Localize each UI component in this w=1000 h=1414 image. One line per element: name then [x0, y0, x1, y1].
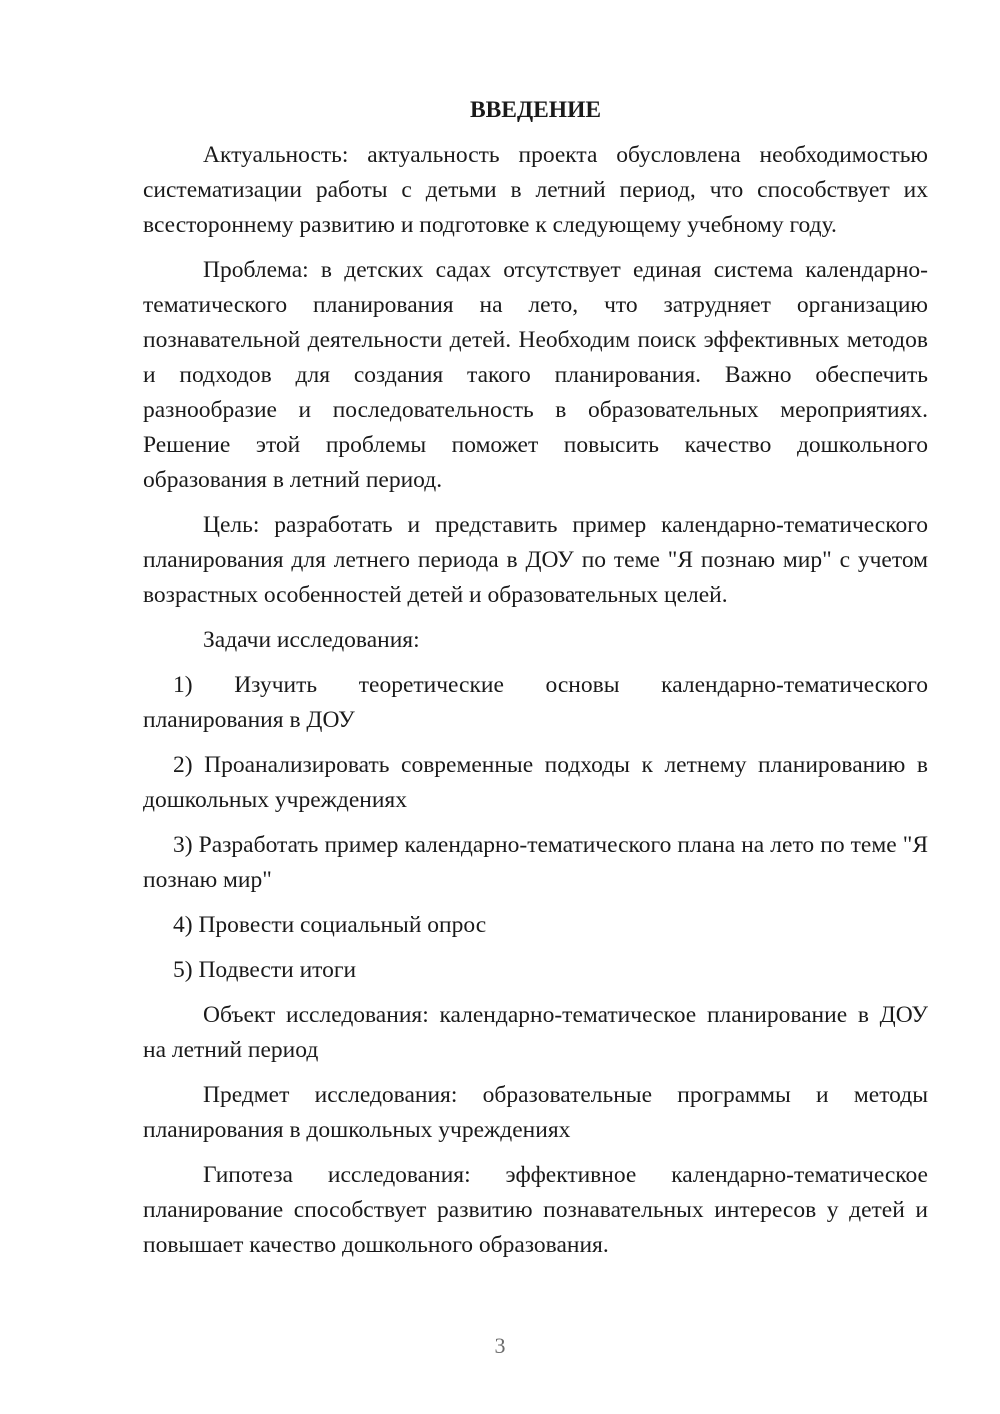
task-item-3: 3) Разработать пример календарно-тематического плана на лето по теме "Я познаю мир" — [143, 832, 928, 893]
page-number: 3 — [494, 1333, 506, 1358]
task-item-5: 5) Подвести итоги — [173, 957, 357, 983]
subject-paragraph: Предмет исследования: образовательные программы и методы планирования в дошкольных учреждениях — [143, 1082, 928, 1143]
task-item-1: 1) Изучить теоретические основы календарно-тематического планирования в ДОУ — [143, 672, 928, 733]
page-content — [143, 93, 928, 1273]
problem-paragraph: Проблема: в детских садах отсутствует единая система календарно-тематического планирования на лето, что затрудняет организацию познавательной деятельности детей. Необходим поиск эффективных методов и подходов для создания такого планирования. Важно обеспечить разнообразие и последовательность в образовательных мероприятиях. Решение этой проблемы поможет повысить качество дошкольного образования в летний период. — [143, 257, 928, 493]
task-item-4: 4) Провести социальный опрос — [173, 912, 487, 938]
relevance-paragraph: Актуальность: актуальность проекта обусловлена необходимостью систематизации работы с детьми в летний период, что способствует их всестороннему развитию и подготовке к следующему учебному году. — [143, 142, 928, 238]
task-item-2: 2) Проанализировать современные подходы к летнему планированию в дошкольных учреждениях — [143, 752, 928, 813]
hypothesis-paragraph: Гипотеза исследования: эффективное календарно-тематическое планирование способствует развитию познавательных интересов у детей и повышает качество дошкольного образования. — [143, 1162, 928, 1258]
tasks-heading: Задачи исследования: — [203, 627, 420, 653]
goal-paragraph: Цель: разработать и представить пример календарно-тематического планирования для летнего периода в ДОУ по теме "Я познаю мир" с учетом возрастных особенностей детей и образовательных целей. — [143, 512, 928, 608]
object-paragraph: Объект исследования: календарно-тематическое планирование в ДОУ на летний период — [143, 1002, 928, 1063]
section-title: ВВЕДЕНИЕ — [469, 97, 602, 123]
